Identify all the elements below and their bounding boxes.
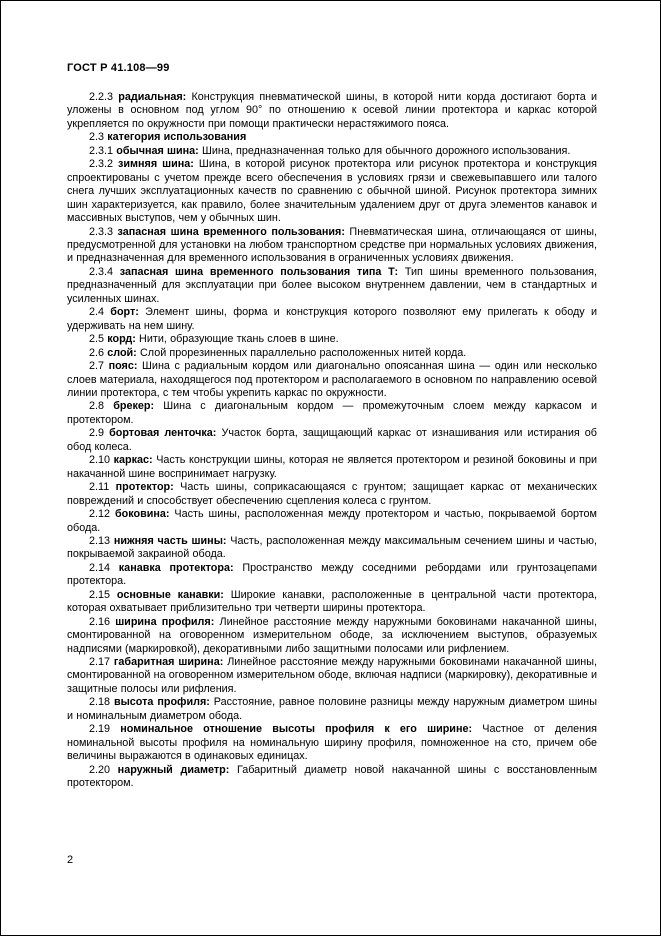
clause-number: 2.18 <box>89 696 114 709</box>
definition-paragraph <box>67 347 597 360</box>
definition-text: Часть шины, соприкасающаяся с грунтом; защищает каркас от механических повреждений и способствует обеспечению сцепления колеса с грунтом. <box>67 481 597 507</box>
definition-text: Слой прорезиненных параллельно расположенных нитей корда. <box>136 346 467 359</box>
page-number: 2 <box>67 854 74 866</box>
definition-text: Расстояние, равное половине разницы между наружным диаметром шины и номинальным диаметром обода. <box>67 696 597 722</box>
definition-paragraph <box>67 616 597 656</box>
definition-paragraph <box>67 226 597 266</box>
clause-number: 2.6 <box>89 346 108 359</box>
definition-paragraph <box>67 562 597 589</box>
definition-text: Частное от деления номинальной высоты профиля на номинальную ширину профиля, помноженное на сто, причем обе величины выражаются в одинаковых единицах. <box>67 723 598 763</box>
clause-number: 2.11 <box>89 481 116 494</box>
term-label: основные канавки: <box>116 588 224 601</box>
clause-number: 2.17 <box>89 656 114 669</box>
clause-number: 2.3.4 <box>89 265 120 278</box>
term-label: каркас: <box>113 454 153 467</box>
definition-text: Шина с радиальным кордом или диагонально опоясанная шина — один или несколько слоев материала, находящегося под протектором и располагаемого в основном по направлению осевой линии протектора, с тем чтобы укрепить каркас по окружности. <box>67 360 597 399</box>
term-label: протектор: <box>115 481 174 494</box>
definition-text: Пространство между соседними ребордами или грунтозацепами протектора. <box>67 561 597 588</box>
definition-paragraph <box>67 145 597 158</box>
definition-paragraph <box>67 266 597 306</box>
clause-number: 2.3.1 <box>89 144 117 157</box>
definition-text: Шина с диагональным кордом — промежуточным слоем между каркасом и протектором. <box>67 400 597 426</box>
term-label: канавка протектора: <box>118 561 234 574</box>
definition-text: Часть, расположенная между максимальным сечением шины и частью, покрываемой закраиной обода. <box>67 534 598 561</box>
definition-paragraph <box>67 158 597 225</box>
definitions-list <box>67 91 597 791</box>
clause-number: 2.12 <box>89 508 115 521</box>
clause-number: 2.3 <box>89 131 108 144</box>
term-label: пояс: <box>108 360 138 373</box>
definition-paragraph <box>67 360 597 400</box>
definition-text: Линейное расстояние между наружными боковинами накачанной шины, смонтированной на оговоренном измерительном ободе, включая надписи (маркировку), декоративные и защитные полосы или рифления. <box>67 656 598 695</box>
definition-paragraph <box>67 454 597 481</box>
term-label: нижняя часть шины: <box>113 534 227 547</box>
term-label: наружный диаметр: <box>117 763 230 776</box>
clause-number: 2.2.3 <box>89 91 119 103</box>
definition-paragraph <box>67 481 597 508</box>
term-label: категория использования <box>107 131 247 144</box>
definition-text: Габаритный диаметр новой накачанной шины с восстановленным протектором. <box>67 763 597 790</box>
definition-text: Шина, в которой рисунок протектора или рисунок протектора и конструкция спроектированы с учетом прежде всего обеспечения в условиях грязи и свежевыпавшего или талого снега лучших эксплуатационных качеств по сравнению с обычной шиной. Рисунок протектора зимних шин характеризуется, как правило, более значительным удалением друг от друга элементов канавок и массивных выступов, чем у обычных шин. <box>67 158 598 225</box>
definition-paragraph <box>67 508 597 535</box>
definition-text: Участок борта, защищающий каркас от изнашивания или истирания об обод колеса. <box>67 427 597 453</box>
term-label: высота профиля: <box>113 696 210 709</box>
term-label: слой: <box>107 346 137 359</box>
definition-text: Конструкция пневматической шины, в которой нити корда достигают борта и уложены в основном под углом 90° по отношению к осевой линии протектора и каркас которой укрепляется по окружности при помощи практически нерастяжимого пояса. <box>67 91 598 130</box>
clause-number: 2.8 <box>89 400 114 413</box>
definition-text: Линейное расстояние между наружными боковинами накачанной шины, смонтированной на оговоренном измерительном ободе, за исключением выступов, образуемых надписями (маркировкой), декоративными либо защитными полосами или рифлением. <box>67 615 597 655</box>
definition-paragraph <box>67 656 597 696</box>
clause-number: 2.20 <box>89 763 118 776</box>
definition-paragraph <box>67 764 597 791</box>
definition-paragraph <box>67 131 597 144</box>
clause-number: 2.9 <box>89 427 110 440</box>
term-label: ширина профиля: <box>115 615 215 628</box>
term-label: запасная шина временного пользования типа Т: <box>119 265 399 278</box>
term-label: номинальное отношение высоты профиля к его ширине: <box>120 723 473 736</box>
definition-paragraph <box>67 91 597 131</box>
definition-text: Элемент шины, форма и конструкция которого позволяют ему прилегать к ободу и удерживать на нем шину. <box>67 306 597 332</box>
term-label: бортовая ленточка: <box>109 427 217 440</box>
term-label: борт: <box>110 306 139 319</box>
document-header: ГОСТ Р 41.108—99 <box>67 62 170 74</box>
clause-number: 2.3.3 <box>89 225 118 238</box>
definition-paragraph <box>67 696 597 723</box>
clause-number: 2.19 <box>89 723 121 736</box>
definition-paragraph <box>67 723 597 763</box>
definition-text: Широкие канавки, расположенные в центральной части протектора, которая охватывает приблизительно три четверти ширины протектора. <box>67 588 598 615</box>
term-label: запасная шина временного пользования: <box>117 225 345 238</box>
definition-text: Пневматическая шина, отличающаяся от шины, предусмотренной для установки на любом транспортном средстве при нормальных условиях движения, и предназначенная для временного использования в ограниченных условиях движения. <box>67 225 597 265</box>
definition-paragraph <box>67 333 597 346</box>
definition-text: Часть конструкции шины, которая не является протектором и резиной боковины и при накачанной шине воспринимает нагрузку. <box>67 454 597 480</box>
term-label: габаритная ширина: <box>113 656 224 669</box>
clause-number: 2.4 <box>89 306 111 319</box>
term-label: обычная шина: <box>116 144 199 157</box>
definition-text: Тип шины временного пользования, предназначенный для эксплуатации при более высоком внутреннем давлении, чем в стандартных и усиленных шинах. <box>67 265 597 305</box>
term-label: радиальная: <box>118 91 187 103</box>
term-label: корд: <box>107 333 136 346</box>
definition-text: Часть шины, расположенная между протектором и частью, покрываемой бортом обода. <box>67 508 597 534</box>
definition-paragraph <box>67 400 597 427</box>
clause-number: 2.15 <box>89 588 117 601</box>
definition-text: Нити, образующие ткань слоев в шине. <box>135 333 339 346</box>
term-label: зимняя шина: <box>118 158 194 171</box>
definition-text: Шина, предназначенная только для обычного дорожного использования. <box>198 144 571 157</box>
clause-number: 2.16 <box>89 615 116 628</box>
clause-number: 2.13 <box>89 534 114 547</box>
clause-number: 2.10 <box>89 454 114 467</box>
definition-paragraph <box>67 427 597 454</box>
clause-number: 2.3.2 <box>89 158 119 171</box>
clause-number: 2.14 <box>89 561 119 574</box>
definition-paragraph <box>67 535 597 562</box>
definition-paragraph <box>67 589 597 616</box>
clause-number: 2.7 <box>89 360 109 373</box>
clause-number: 2.5 <box>89 333 108 346</box>
term-label: брекер: <box>113 400 155 413</box>
term-label: боковина: <box>114 508 170 521</box>
definition-paragraph <box>67 306 597 333</box>
